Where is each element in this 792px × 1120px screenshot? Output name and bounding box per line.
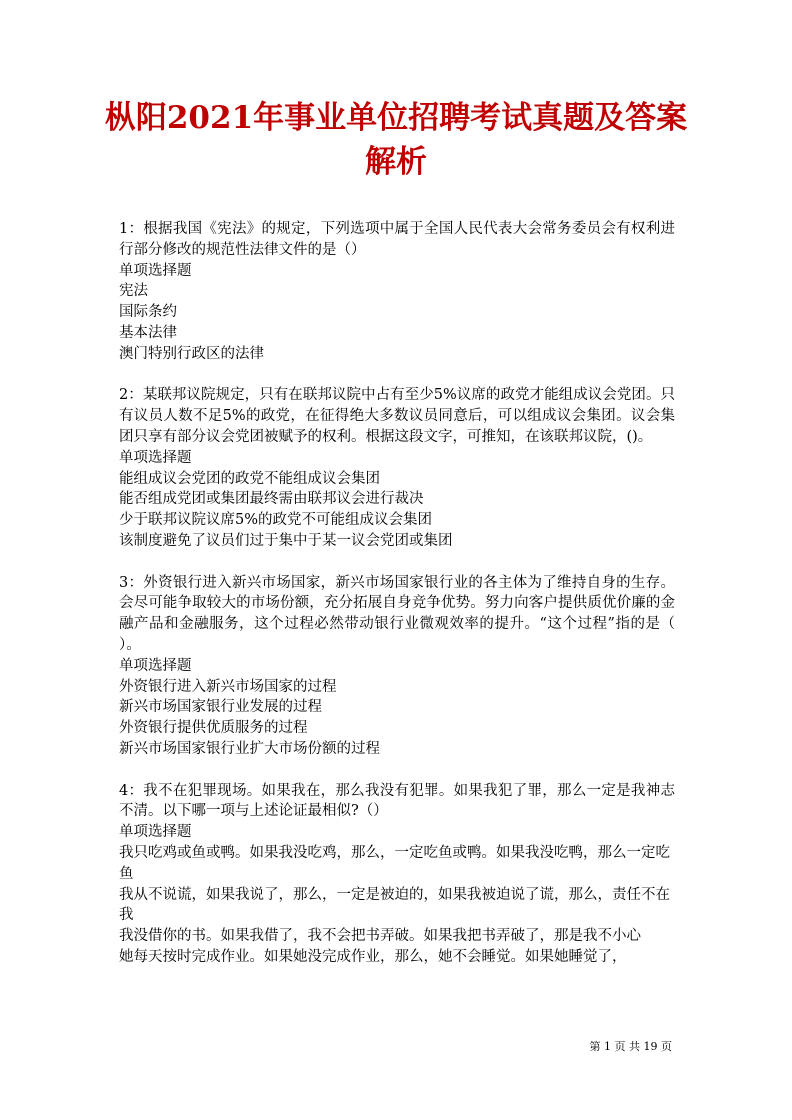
- document-title: [100, 96, 692, 184]
- option-a: 宪法: [119, 283, 148, 300]
- title-line-2: 解析: [365, 144, 427, 180]
- option-b: 能否组成党团或集团最终需由联邦议会进行裁决: [119, 491, 424, 508]
- option-a: 能组成议会党团的政党不能组成议会集团: [119, 470, 380, 487]
- question-stem: 4：我不在犯罪现场。如果我在，那么我没有犯罪。如果我犯了罪，那么一定是我神志不清。以下哪一项与上述论证最相似?（）: [119, 782, 675, 820]
- question-type: 单项选择题: [119, 824, 192, 841]
- option-d: 新兴市场国家银行业扩大市场份额的过程: [119, 740, 380, 757]
- question-4: [119, 781, 675, 968]
- question-stem: 1：根据我国《宪法》的规定，下列选项中属于全国人民代表大会常务委员会有权利进行部分修改的规范性法律文件的是（）: [119, 221, 675, 258]
- option-d: 该制度避免了议员们过于集中于某一议会党团或集团: [119, 532, 453, 549]
- question-1: [119, 219, 675, 365]
- question-stem: 2：某联邦议院规定，只有在联邦议院中占有至少5%议席的政党才能组成议会党团。只有议员人数不足5%的政党，在征得绝大多数议员同意后，可以组成议会集团。议会集团只享有部分议会党团被赋予的权利。根据这段文字，可推知，在该联邦议院，()。: [119, 387, 675, 445]
- option-d: 她每天按时完成作业。如果她没完成作业，那么，她不会睡觉。如果她睡觉了，: [119, 948, 627, 965]
- option-b: 新兴市场国家银行业发展的过程: [119, 699, 322, 716]
- question-type: 单项选择题: [119, 449, 192, 466]
- option-c: 我没借你的书。如果我借了，我不会把书弄破。如果我把书弄破了，那是我不小心: [119, 928, 641, 945]
- question-stem: 3：外资银行进入新兴市场国家，新兴市场国家银行业的各主体为了维持自身的生存。会尽可能争取较大的市场份额，充分拓展自身竞争优势。努力向客户提供质优价廉的金融产品和金融服务，这个过程必然带动银行业微观效率的提升。“这个过程”指的是（ ）。: [119, 574, 675, 653]
- option-c: 基本法律: [119, 324, 177, 341]
- option-d: 澳门特别行政区的法律: [119, 345, 264, 362]
- option-c: 少于联邦议院议席5%的政党不可能组成议会集团: [119, 512, 433, 529]
- option-b: 国际条约: [119, 304, 177, 321]
- question-type: 单项选择题: [119, 657, 192, 674]
- question-3: [119, 573, 675, 760]
- question-list: [119, 219, 675, 988]
- option-a: 我只吃鸡或鱼或鸭。如果我没吃鸡，那么，一定吃鱼或鸭。如果我没吃鸭，那么一定吃鱼: [119, 844, 670, 882]
- question-2: [119, 385, 675, 551]
- title-line-1: 枞阳2021年事业单位招聘考试真题及答案: [104, 100, 688, 136]
- option-a: 外资银行进入新兴市场国家的过程: [119, 678, 337, 695]
- page-footer: 第 1 页 共 19 页: [589, 1040, 672, 1053]
- question-type: 单项选择题: [119, 262, 192, 279]
- option-c: 外资银行提供优质服务的过程: [119, 720, 308, 737]
- option-b: 我从不说谎，如果我说了，那么，一定是被迫的，如果我被迫说了谎，那么，责任不在我: [119, 886, 670, 924]
